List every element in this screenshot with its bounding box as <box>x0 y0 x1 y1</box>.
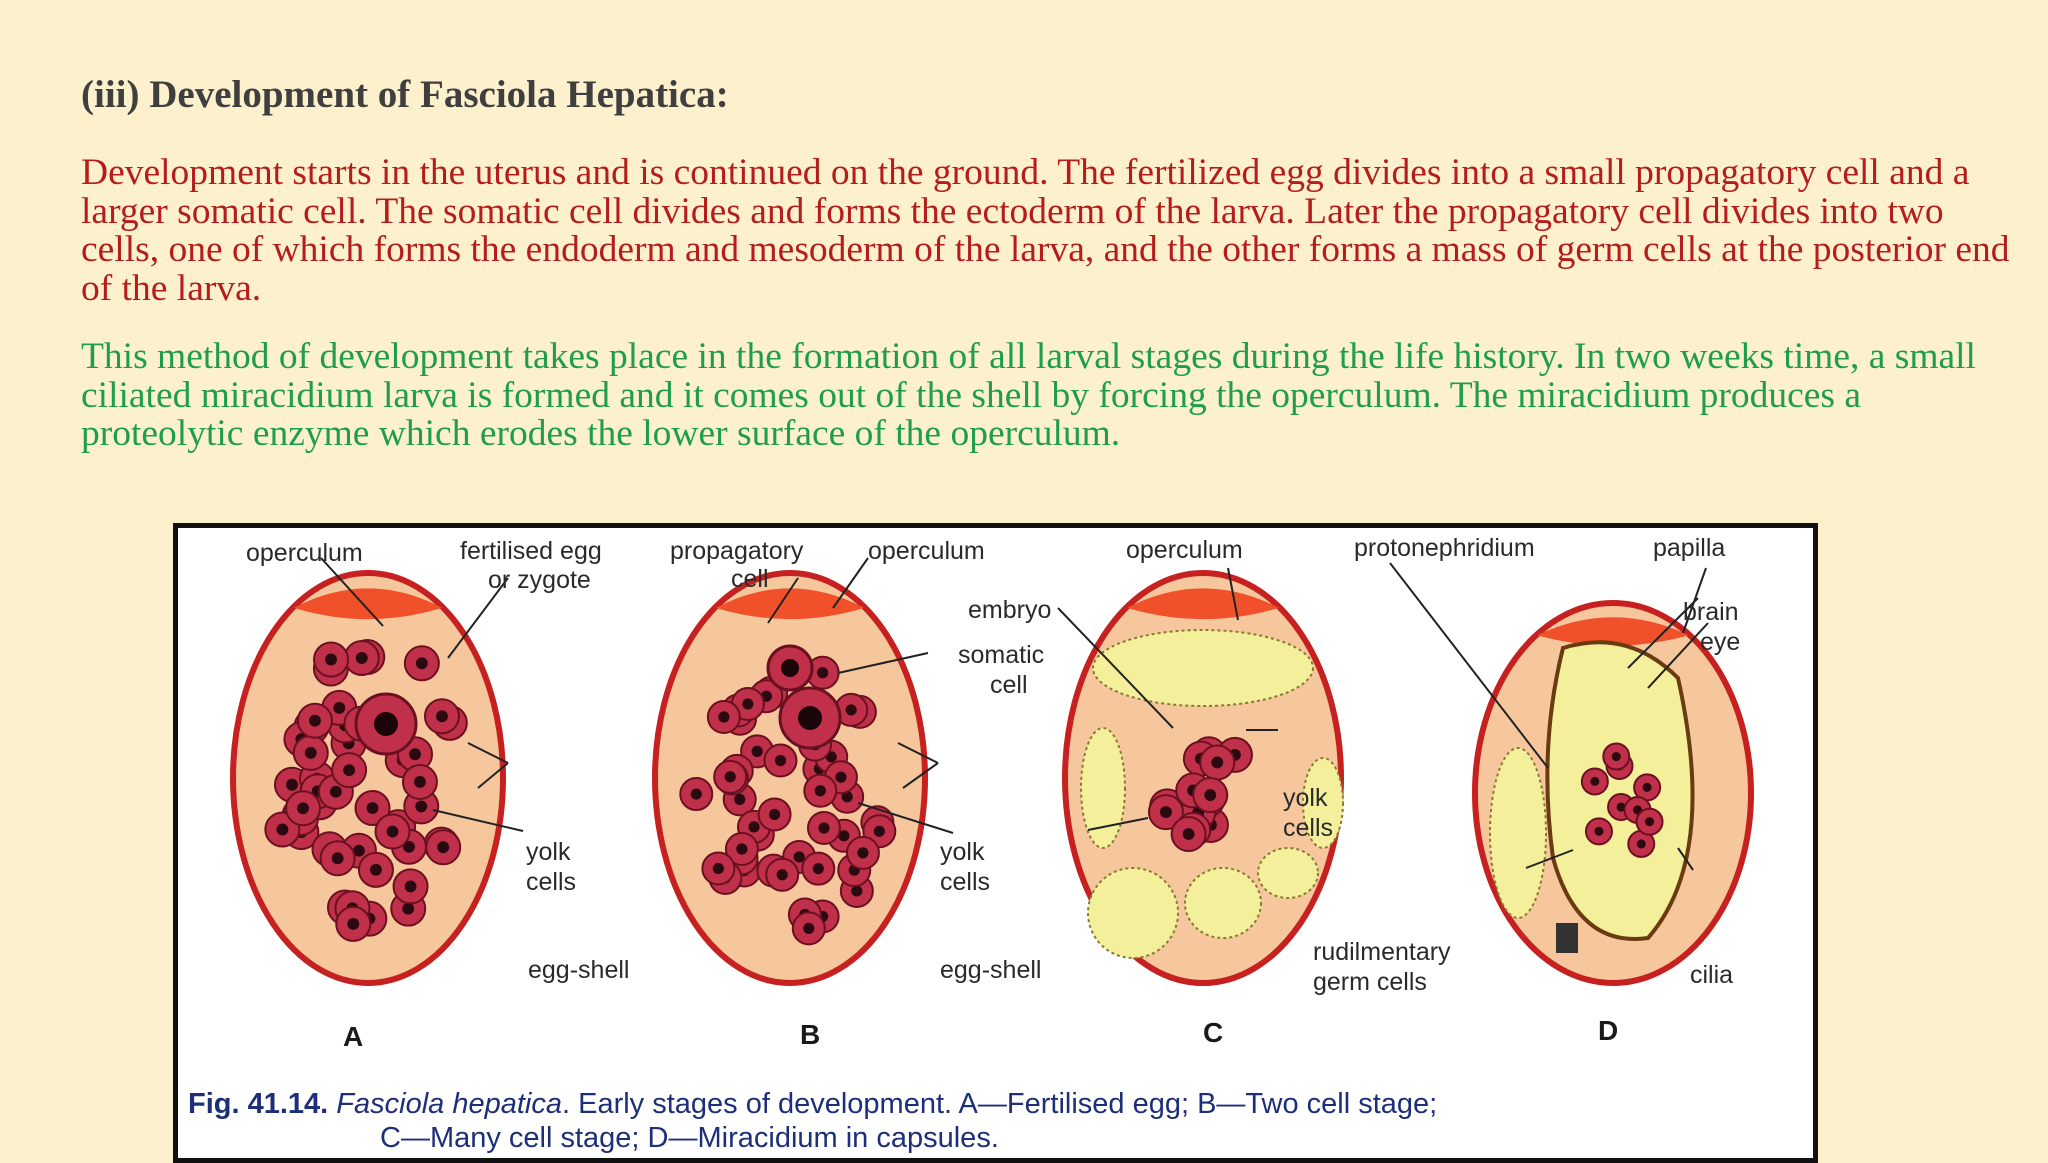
label-c-yolk-1: yolk <box>1283 784 1328 812</box>
egg-b-nucleus <box>857 847 868 858</box>
egg-a-nucleus <box>405 880 417 892</box>
page-heading: (iii) Development of Fasciola Hepatica: <box>81 73 729 116</box>
egg-c-yolk-left <box>1081 728 1125 848</box>
egg-a-nucleus <box>356 652 368 664</box>
egg-b-nucleus <box>748 821 759 832</box>
label-b-propagatory-2: cell <box>731 565 769 593</box>
egg-a-nucleus <box>436 710 448 722</box>
egg-a-nucleus <box>409 748 421 760</box>
egg-a-nucleus <box>343 764 355 776</box>
egg-a-nucleus <box>297 802 309 814</box>
egg-a-nucleus <box>367 802 379 814</box>
egg-d-nucleus <box>1643 783 1652 792</box>
egg-d-miracidium <box>1475 603 1751 983</box>
stage-letter-a: A <box>343 1021 364 1052</box>
stage-letter-d: D <box>1598 1015 1619 1046</box>
label-a-yolk-2: cells <box>526 868 577 896</box>
egg-b-nucleus <box>777 869 788 880</box>
egg-a-nucleus <box>276 824 288 836</box>
egg-b-nucleus <box>874 826 885 837</box>
label-b-yolk-2: cells <box>940 868 991 896</box>
egg-a-nucleus <box>370 864 382 876</box>
egg-a-nucleus <box>437 841 449 853</box>
egg-b-nucleus <box>817 667 828 678</box>
label-a-zygote-2: or zygote <box>488 566 591 594</box>
label-c-yolk-2: cells <box>1283 814 1334 842</box>
egg-b-nucleus <box>718 711 729 722</box>
egg-d-miracidium <box>1547 642 1692 939</box>
egg-b-propagatory-nucleus <box>781 659 799 677</box>
egg-c-yolk-top <box>1093 630 1313 706</box>
egg-a-nucleus <box>309 715 321 727</box>
label-bc-eggshell: egg-shell <box>940 956 1042 984</box>
egg-d-nucleus <box>1637 839 1646 848</box>
egg-b-nucleus <box>813 863 824 874</box>
label-a-operculum: operculum <box>246 539 363 567</box>
egg-a-nucleus <box>305 747 317 759</box>
egg-b-nucleus <box>736 843 747 854</box>
figure-caption-line-2: C—Many cell stage; D—Miracidium in capsules. <box>380 1122 999 1154</box>
egg-b-nucleus <box>794 851 805 862</box>
egg-b-nucleus <box>818 822 829 833</box>
label-d-germ-2: germ cells <box>1313 968 1427 996</box>
stage-letter-c: C <box>1203 1017 1224 1048</box>
egg-b-somatic-nucleus <box>798 706 822 730</box>
label-a-zygote-1: fertilised egg <box>460 537 602 565</box>
label-a-eggshell: egg-shell <box>528 956 630 984</box>
egg-b-nucleus <box>803 923 814 934</box>
egg-a-nucleus <box>387 826 399 838</box>
label-c-operculum: operculum <box>1126 536 1243 564</box>
label-b-operculum: operculum <box>868 537 985 565</box>
egg-a-nucleus <box>332 852 344 864</box>
stage-letter-b: B <box>800 1019 821 1050</box>
egg-c-yolk-bottom-mid <box>1185 868 1261 938</box>
label-d-eye: eye <box>1700 628 1741 656</box>
egg-stages-diagram <box>178 528 1818 1163</box>
egg-a-nucleus <box>330 786 342 798</box>
paragraph-development-start: Development starts in the uterus and is continued on the ground. The fertilized egg divides into a small propagatory cell and a larger somatic cell. The somatic cell divides and forms the ectoderm of the larva. Later the propagatory cell divides into two cells, one of which forms the endoderm and mesoderm of the larva, and the other forms a mass of germ cells at the posterior end of the larva. <box>81 152 2010 309</box>
figure-caption-text: . Early stages of development. A—Fertilised egg; B—Two cell stage; <box>561 1088 1438 1120</box>
figure-caption-line-1 <box>188 1086 1437 1122</box>
egg-b-nucleus <box>846 704 857 715</box>
egg-b-nucleus <box>742 698 753 709</box>
egg-b-nucleus <box>769 809 780 820</box>
label-d-cilia: cilia <box>1690 961 1734 989</box>
paragraph-larval-stages: This method of development takes place in the formation of all larval stages during the life history. In two weeks time, a small ciliated miracidium larva is formed and it comes out of the shell by forcing the operculum. The miracidium produces a proteolytic enzyme which erodes the lower surface of the operculum. <box>81 336 1976 454</box>
egg-b-nucleus <box>775 755 786 766</box>
label-c-embryo: embryo <box>968 596 1052 624</box>
label-a-yolk-1: yolk <box>526 838 571 866</box>
label-d-germ-1: rudilmentary <box>1313 938 1451 966</box>
egg-b-nucleus <box>751 746 762 757</box>
egg-c-yolk-bottom-right <box>1258 848 1318 898</box>
egg-a-nucleus <box>415 800 427 812</box>
egg-c-yolk-bottom-left <box>1088 868 1178 958</box>
egg-b-nucleus <box>835 772 846 783</box>
egg-a-nucleus <box>325 654 337 666</box>
label-d-brain: brain <box>1683 598 1739 626</box>
egg-c-nucleus <box>1160 806 1172 818</box>
egg-a-nucleus <box>333 702 345 714</box>
label-b-propagatory-1: propagatory <box>670 537 804 565</box>
egg-a-nucleus <box>416 657 428 669</box>
label-b-yolk-1: yolk <box>940 838 985 866</box>
egg-d-nucleus <box>1612 752 1621 761</box>
egg-b-nucleus <box>725 771 736 782</box>
egg-a-zygote-nucleus <box>374 712 398 736</box>
egg-a-nucleus <box>414 776 426 788</box>
egg-a-nucleus <box>347 918 359 930</box>
egg-b-nucleus <box>815 785 826 796</box>
egg-d-yolk-left <box>1490 748 1546 918</box>
egg-d-nucleus <box>1590 777 1599 786</box>
figure-number: Fig. 41.14. <box>188 1088 329 1120</box>
egg-a-fertilised <box>233 573 503 983</box>
label-b-somatic-1: somatic <box>958 641 1045 669</box>
egg-b-two-cell <box>655 573 925 983</box>
egg-d-nucleus <box>1594 827 1603 836</box>
label-b-somatic-2: cell <box>990 671 1028 699</box>
label-d-papilla: papilla <box>1653 534 1726 562</box>
egg-a-nucleus <box>286 779 298 791</box>
egg-d-nucleus <box>1645 817 1654 826</box>
egg-a-nucleus <box>402 903 414 915</box>
egg-b-nucleus <box>691 788 702 799</box>
egg-c-nucleus <box>1183 828 1195 840</box>
egg-d-germ-cells <box>1556 923 1578 953</box>
figure-species: Fasciola hepatica <box>336 1088 562 1120</box>
label-d-protonephridium: protonephridium <box>1354 534 1535 562</box>
egg-c-nucleus <box>1211 757 1223 769</box>
egg-c-many-cell <box>1065 573 1343 983</box>
egg-b-nucleus <box>734 794 745 805</box>
development-figure <box>173 523 1818 1163</box>
egg-b-nucleus <box>713 863 724 874</box>
egg-c-nucleus <box>1204 789 1216 801</box>
